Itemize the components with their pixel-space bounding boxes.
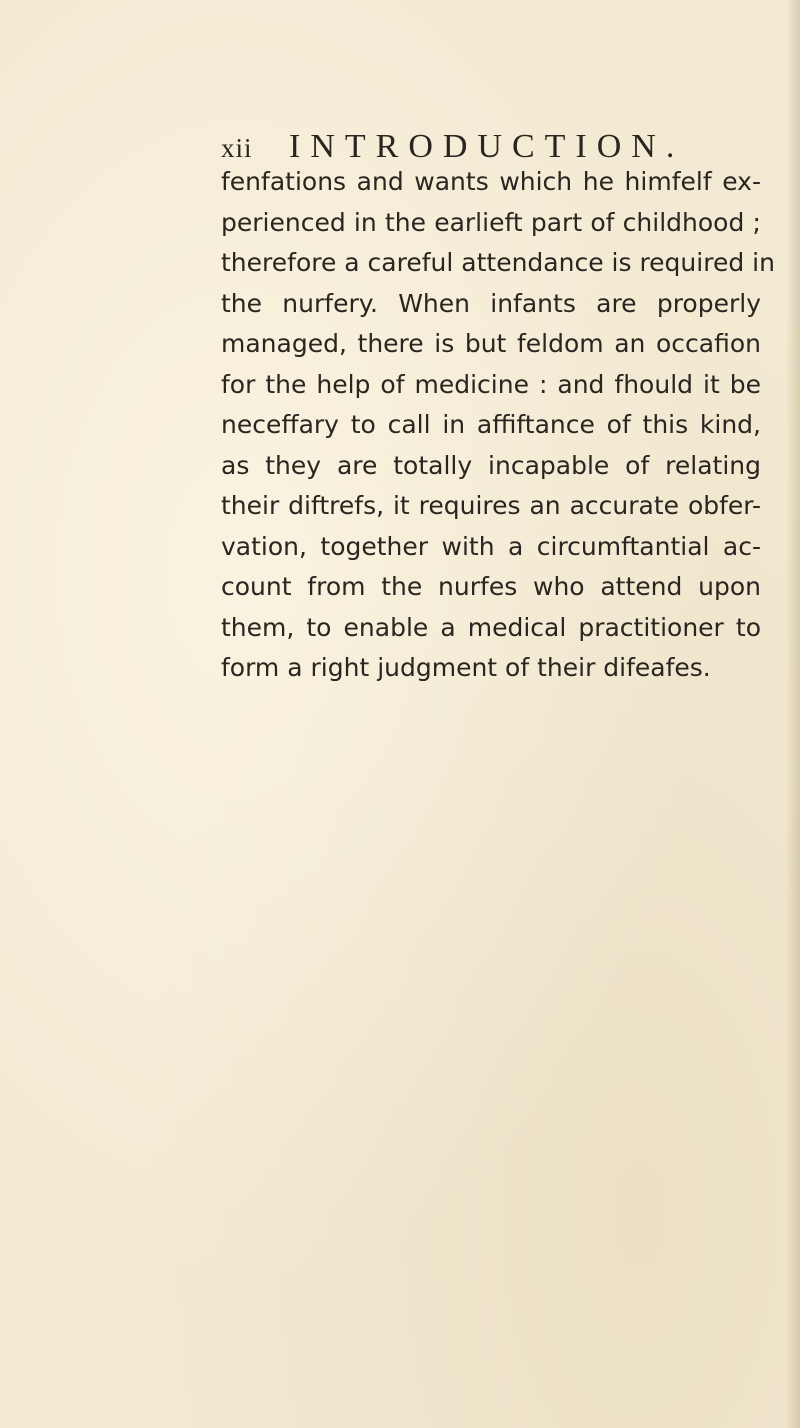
page-edge-shadow — [786, 0, 800, 1428]
text-line: vation, together with a circumftantial ac- — [221, 531, 761, 561]
text-line: their diftrefs, it requires an accurate obfer- — [221, 491, 761, 520]
text-line: count from the nurfes who attend upon — [221, 572, 761, 601]
text-line: managed, there is but feldom an occafion — [221, 329, 761, 358]
text-line: neceffary to call in affiftance of this kind, — [221, 410, 761, 439]
text-line: therefore a careful attendance is required in — [221, 248, 775, 277]
page-number: xii — [221, 133, 253, 163]
text-line: form a right judgment of their difeafes. — [221, 653, 711, 682]
text-line: them, to enable a medical practitioner to — [221, 612, 761, 642]
body-paragraph — [221, 162, 775, 689]
text-line: the nurfery. When infants are properly — [221, 288, 761, 318]
text-line: as they are totally incapable of relating — [221, 450, 761, 480]
text-line: fenfations and wants which he himfelf ex- — [221, 167, 761, 196]
text-line: for the help of medicine : and fhould it be — [221, 369, 761, 399]
text-line: perienced in the earlieft part of childhood ; — [221, 207, 761, 237]
section-title: INTRODUCTION. — [289, 128, 685, 165]
